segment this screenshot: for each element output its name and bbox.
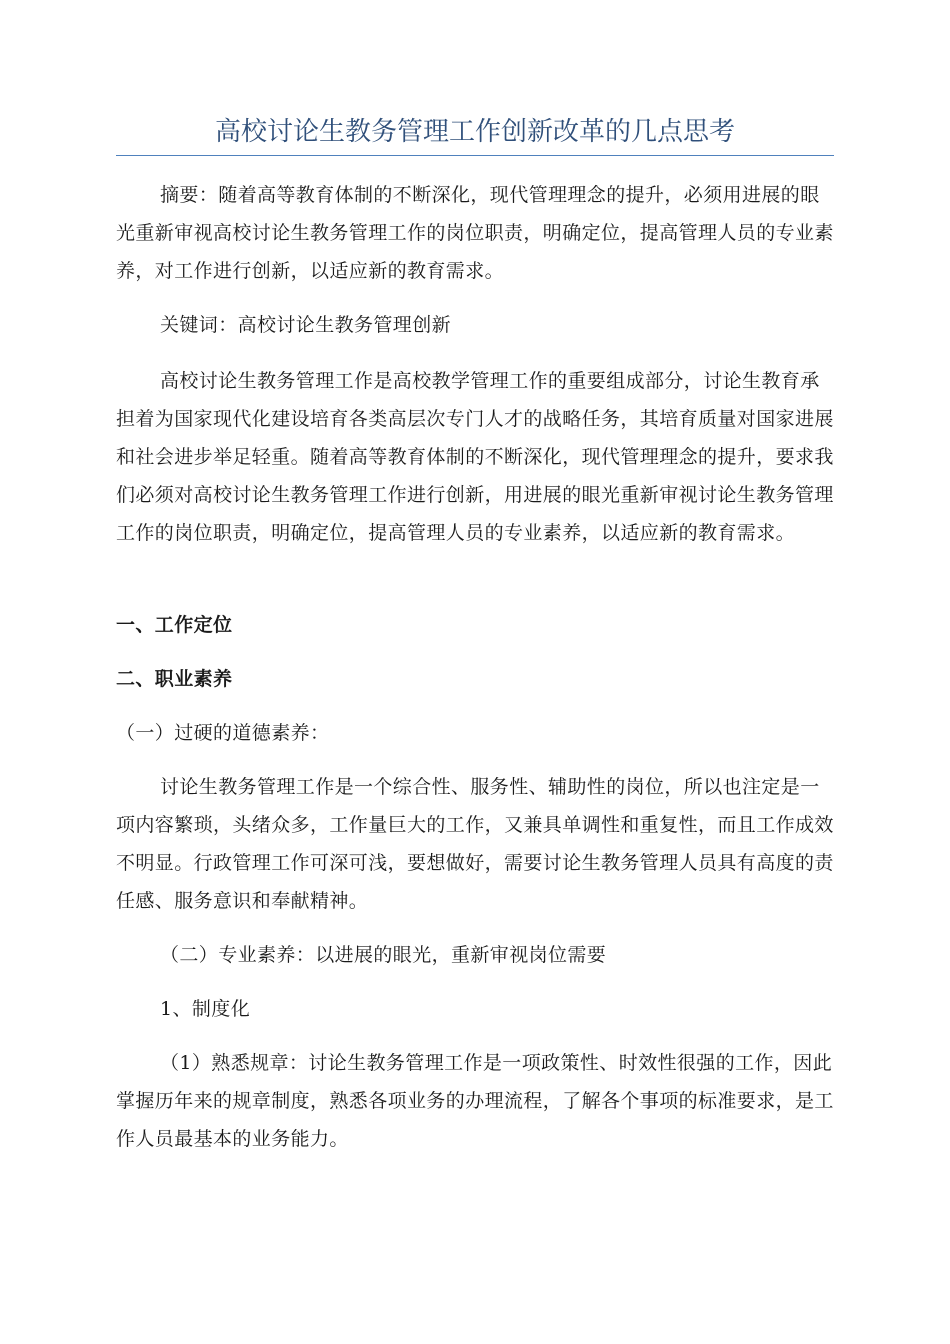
subheading-professional-quality: （二）专业素养：以进展的眼光，重新审视岗位需要: [160, 944, 607, 966]
document-title: 高校讨论生教务管理工作创新改革的几点思考: [214, 117, 735, 147]
section-heading-work-positioning: 一、工作定位: [116, 614, 233, 636]
intro-paragraph: 高校讨论生教务管理工作是高校教学管理工作的重要组成部分，讨论生教育承担着为国家现代化建设培育各类高层次专门人才的战略任务，其培育质量对国家进展和社会进步举足轻重。随着高等教育体制的不断深化，现代管理理念的提升，要求我们必须对高校讨论生教务管理工作进行创新，用进展的眼光重新审视讨论生教务管理工作的岗位职责，明确定位，提高管理人员的专业素养，以适应新的教育需求。: [116, 370, 834, 544]
section-heading-professional-quality: 二、职业素养: [116, 668, 233, 690]
body-paragraph-moral-quality: 讨论生教务管理工作是一个综合性、服务性、辅助性的岗位，所以也注定是一项内容繁琐，头绪众多，工作量巨大的工作，又兼具单调性和重复性，而且工作成效不明显。行政管理工作可深可浅，要想做好，需要讨论生教务管理人员具有高度的责任感、服务意识和奉献精神。: [116, 776, 834, 912]
keywords-line: 关键词：高校讨论生教务管理创新: [160, 314, 452, 336]
abstract-paragraph: 摘要：随着高等教育体制的不断深化，现代管理理念的提升，必须用进展的眼光重新审视高校讨论生教务管理工作的岗位职责，明确定位，提高管理人员的专业素养，对工作进行创新，以适应新的教育需求。: [116, 184, 834, 282]
subheading-institutionalization: 1、制度化: [160, 998, 251, 1020]
title-underline: [116, 155, 834, 156]
body-paragraph-regulations: （1）熟悉规章：讨论生教务管理工作是一项政策性、时效性很强的工作，因此掌握历年来的规章制度，熟悉各项业务的办理流程，了解各个事项的标准要求，是工作人员最基本的业务能力。: [116, 1052, 834, 1150]
subheading-moral-quality: （一）过硬的道德素养：: [116, 722, 330, 744]
